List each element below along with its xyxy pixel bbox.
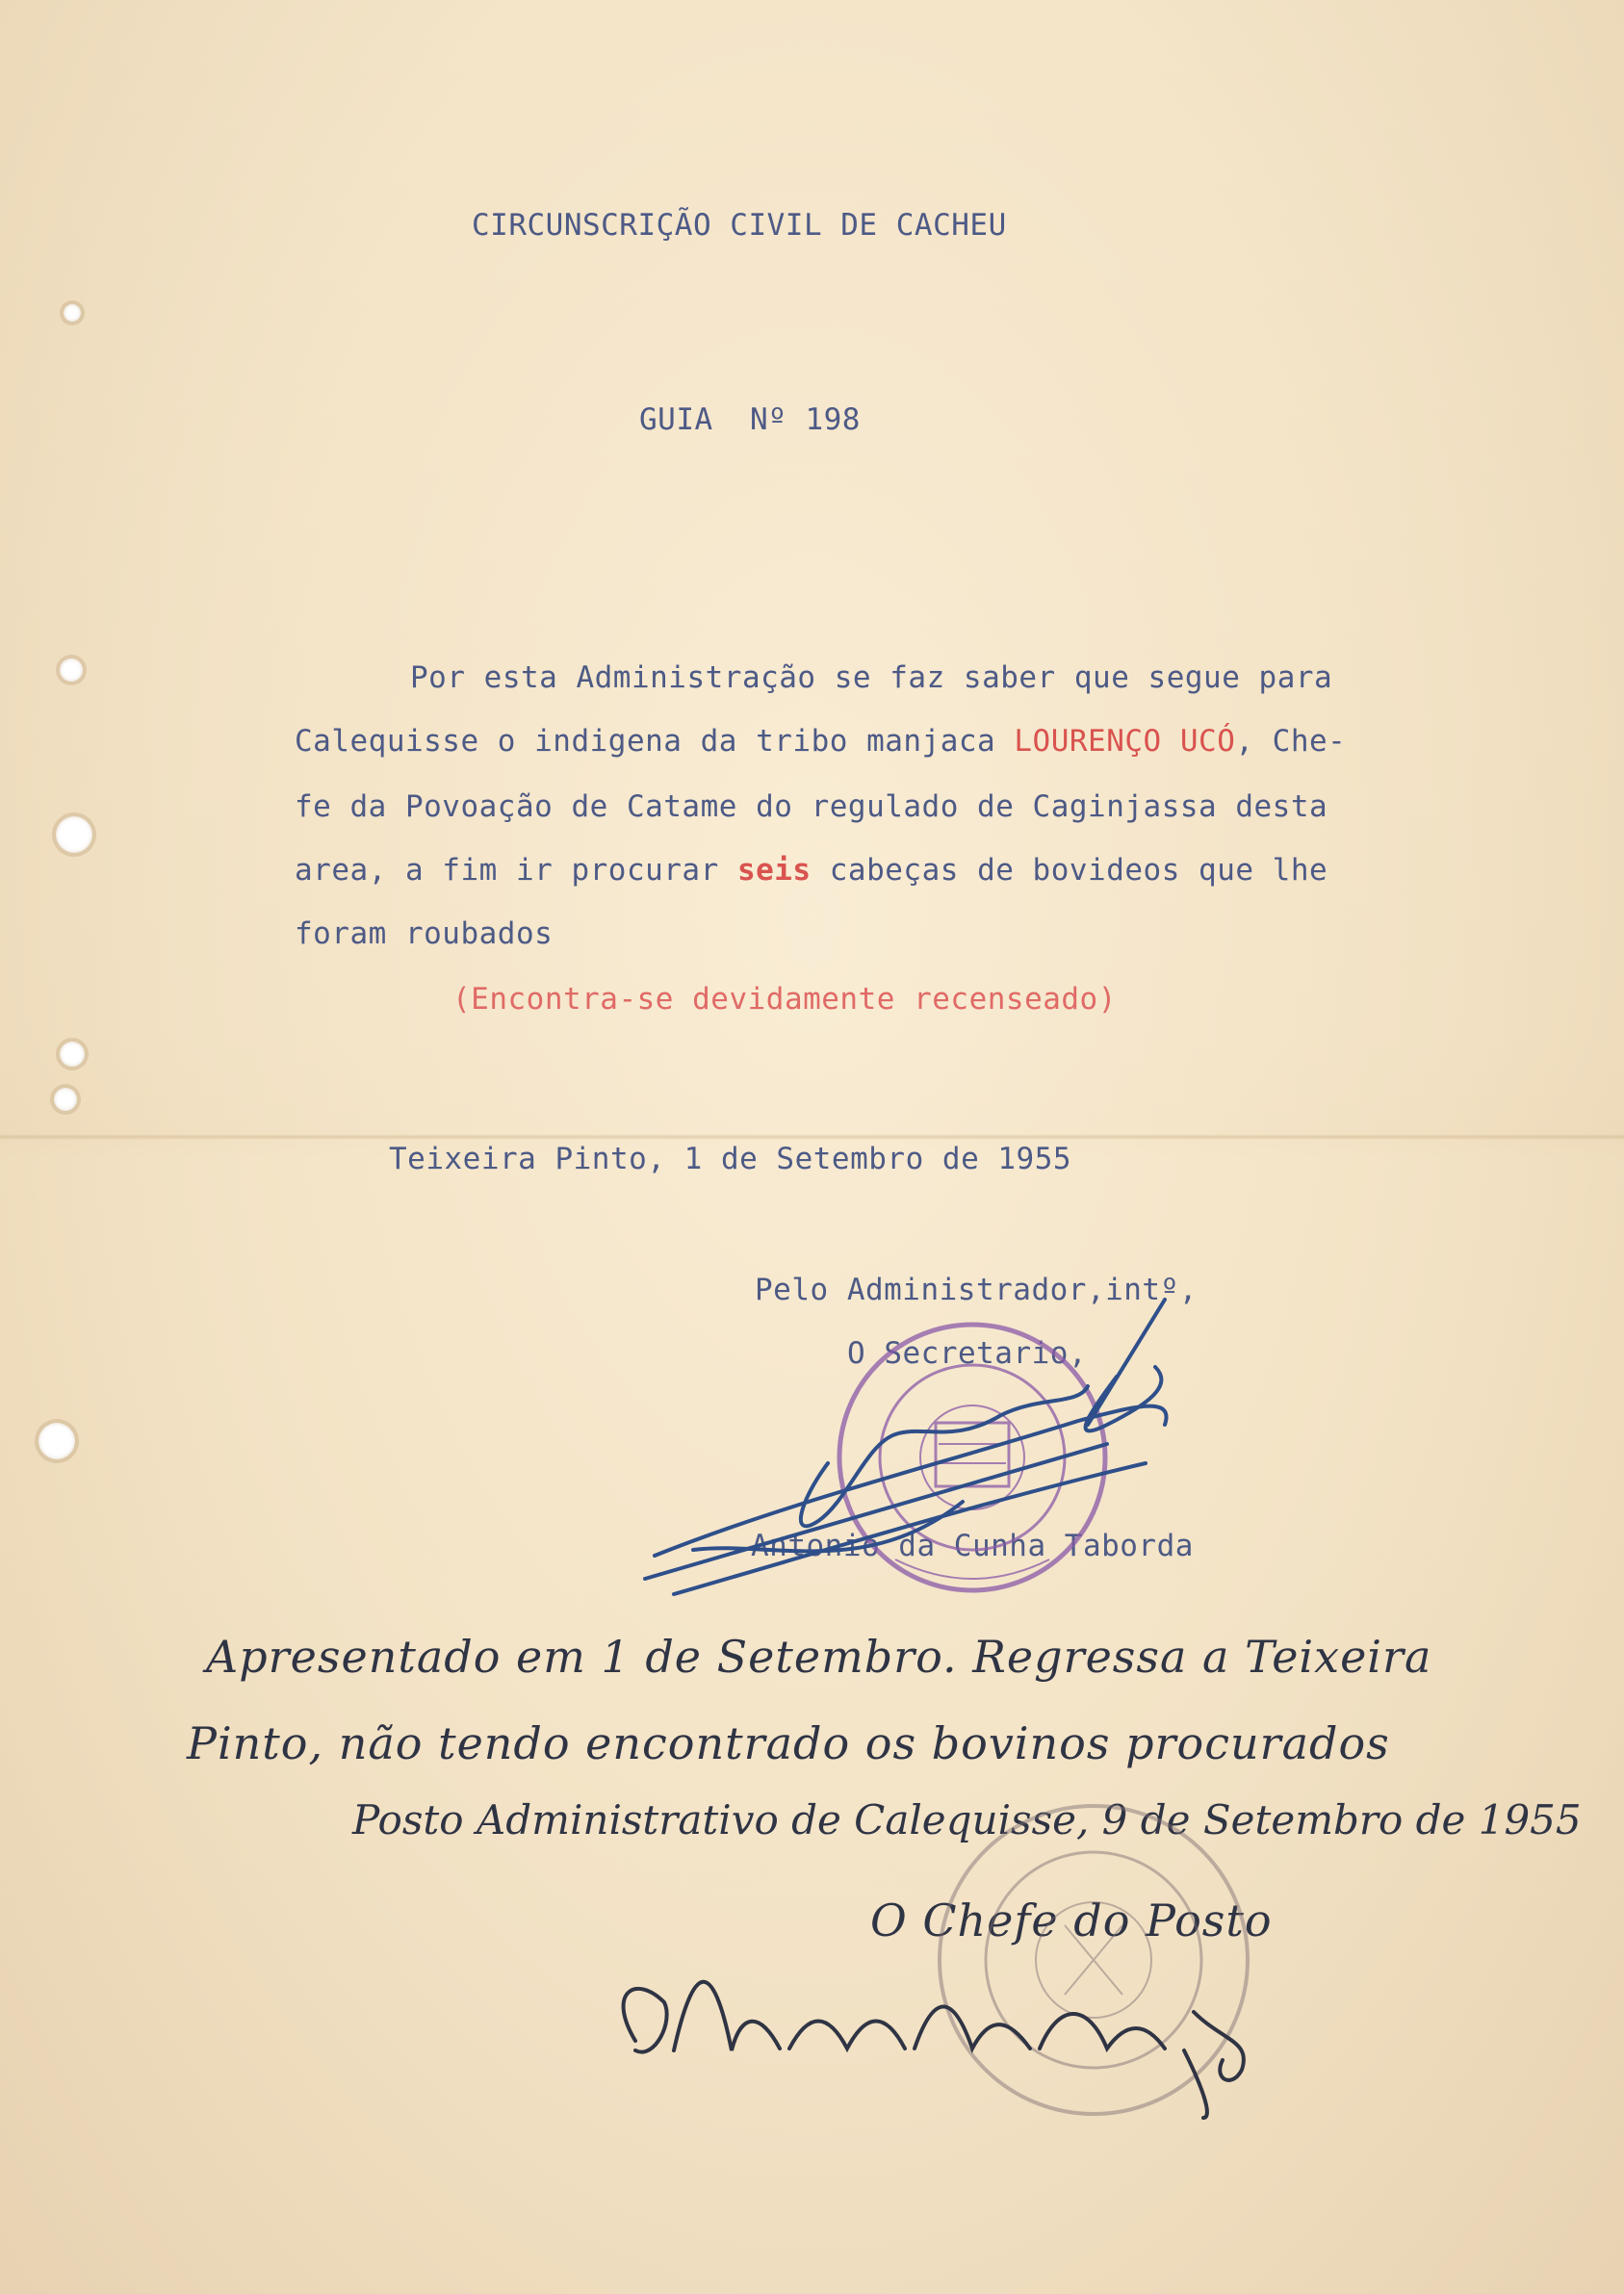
cattle-count: seis xyxy=(736,853,812,888)
signature-role: O Secretario, xyxy=(847,1336,1088,1371)
body-line-2-start: Calequisse o indigena da tribo manjaca xyxy=(295,724,1015,759)
office-title: CIRCUNSCRIÇÃO CIVIL DE CACHEU xyxy=(472,208,1007,243)
body-line-5: foram roubados xyxy=(295,916,554,951)
body-line-2-end: , Che- xyxy=(1235,724,1347,759)
handwritten-line-4: O Chefe do Posto xyxy=(870,1894,1273,1946)
guide-number: GUIA Nº 198 xyxy=(639,402,861,437)
body-line-3: fe da Povoação de Catame do regulado de Caginjassa desta xyxy=(295,789,1328,824)
person-name: LOURENÇO UCÓ xyxy=(1014,724,1236,759)
post-stamp xyxy=(940,1806,1248,2114)
body-line-1: Por esta Administração se faz saber que segue para xyxy=(410,660,1333,695)
body-line-4-end: cabeças de bovideos que lhe xyxy=(811,853,1328,888)
body-line-4-start: area, a fim ir procurar xyxy=(295,853,737,888)
handwritten-line-1: Apresentado em 1 de Setembro. Regressa a Teixeira xyxy=(206,1631,1432,1683)
signatory-name: Antonio da Cunha Taborda xyxy=(751,1529,1194,1563)
place-date: Teixeira Pinto, 1 de Setembro de 1955 xyxy=(389,1142,1072,1176)
census-note: (Encontra-se devidamente recenseado) xyxy=(452,982,1117,1017)
signature-title: Pelo Administrador,intº, xyxy=(755,1273,1198,1307)
handwritten-line-3: Posto Administrativo de Calequisse, 9 de Setembro de 1955 xyxy=(352,1796,1582,1843)
handwritten-line-2: Pinto, não tendo encontrado os bovinos procurados xyxy=(187,1717,1390,1769)
